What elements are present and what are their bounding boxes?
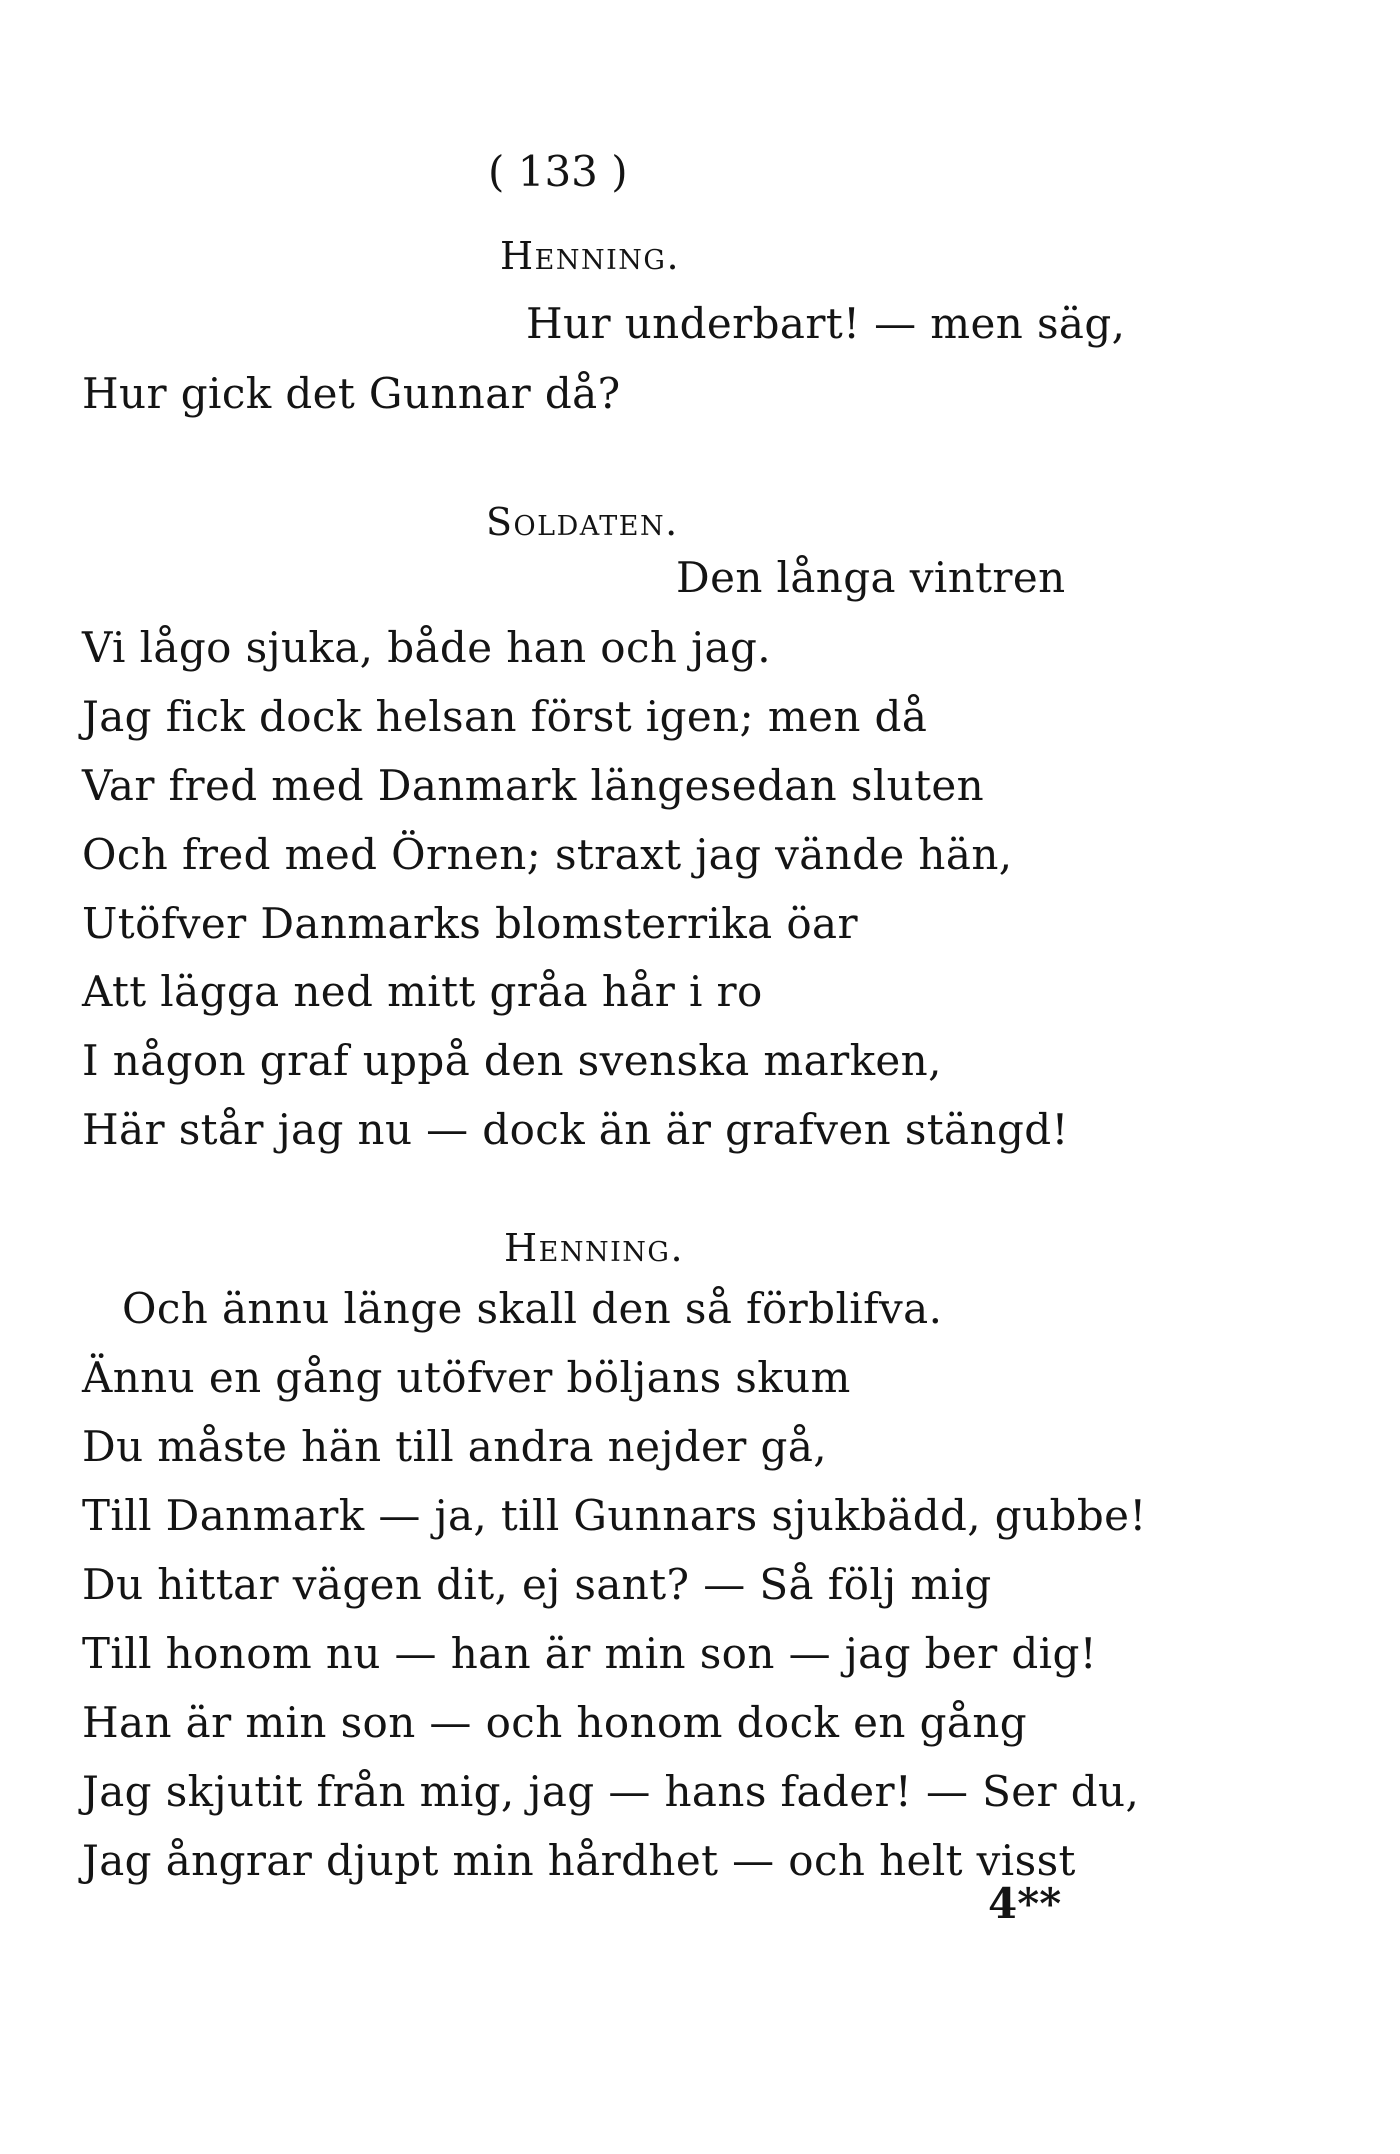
verse-line: Här står jag nu — dock än är grafven stängd! xyxy=(82,1105,1069,1154)
page-number: ( 133 ) xyxy=(488,147,628,196)
verse-line: Du måste hän till andra nejder gå, xyxy=(82,1422,828,1471)
verse-line: Att lägga ned mitt gråa hår i ro xyxy=(82,967,763,1016)
verse-line: Jag skjutit från mig, jag — hans fader! — Ser du, xyxy=(82,1767,1140,1816)
verse-line: Han är min son — och honom dock en gång xyxy=(82,1698,1028,1747)
verse-line: Till honom nu — han är min son — jag ber dig! xyxy=(82,1629,1098,1678)
verse-line: Till Danmark — ja, till Gunnars sjukbädd, gubbe! xyxy=(82,1491,1147,1540)
speaker-henning: Henning. xyxy=(504,1226,685,1270)
verse-line: Jag fick dock helsan först igen; men då xyxy=(82,692,928,741)
verse-line: Ännu en gång utöfver böljans skum xyxy=(82,1353,851,1402)
verse-line: Utöfver Danmarks blomsterrika öar xyxy=(82,899,858,948)
verse-line: Vi lågo sjuka, både han och jag. xyxy=(82,623,772,672)
verse-line: Var fred med Danmark längesedan sluten xyxy=(82,761,985,810)
verse-line: Och ännu länge skall den så förblifva. xyxy=(122,1284,943,1333)
speaker-henning: Henning. xyxy=(500,234,681,278)
verse-line: Jag ångrar djupt min hårdhet — och helt visst xyxy=(82,1836,1076,1885)
verse-line: I någon graf uppå den svenska marken, xyxy=(82,1036,942,1085)
verse-line: Hur underbart! — men säg, xyxy=(526,299,1126,348)
verse-line: Och fred med Örnen; straxt jag vände hän, xyxy=(82,830,1013,879)
signature-mark: 4** xyxy=(988,1879,1062,1928)
verse-line: Hur gick det Gunnar då? xyxy=(82,369,621,418)
verse-line: Du hittar vägen dit, ej sant? — Så följ mig xyxy=(82,1560,992,1609)
speaker-soldaten: Soldaten. xyxy=(486,500,679,544)
verse-line: Den långa vintren xyxy=(676,553,1066,602)
